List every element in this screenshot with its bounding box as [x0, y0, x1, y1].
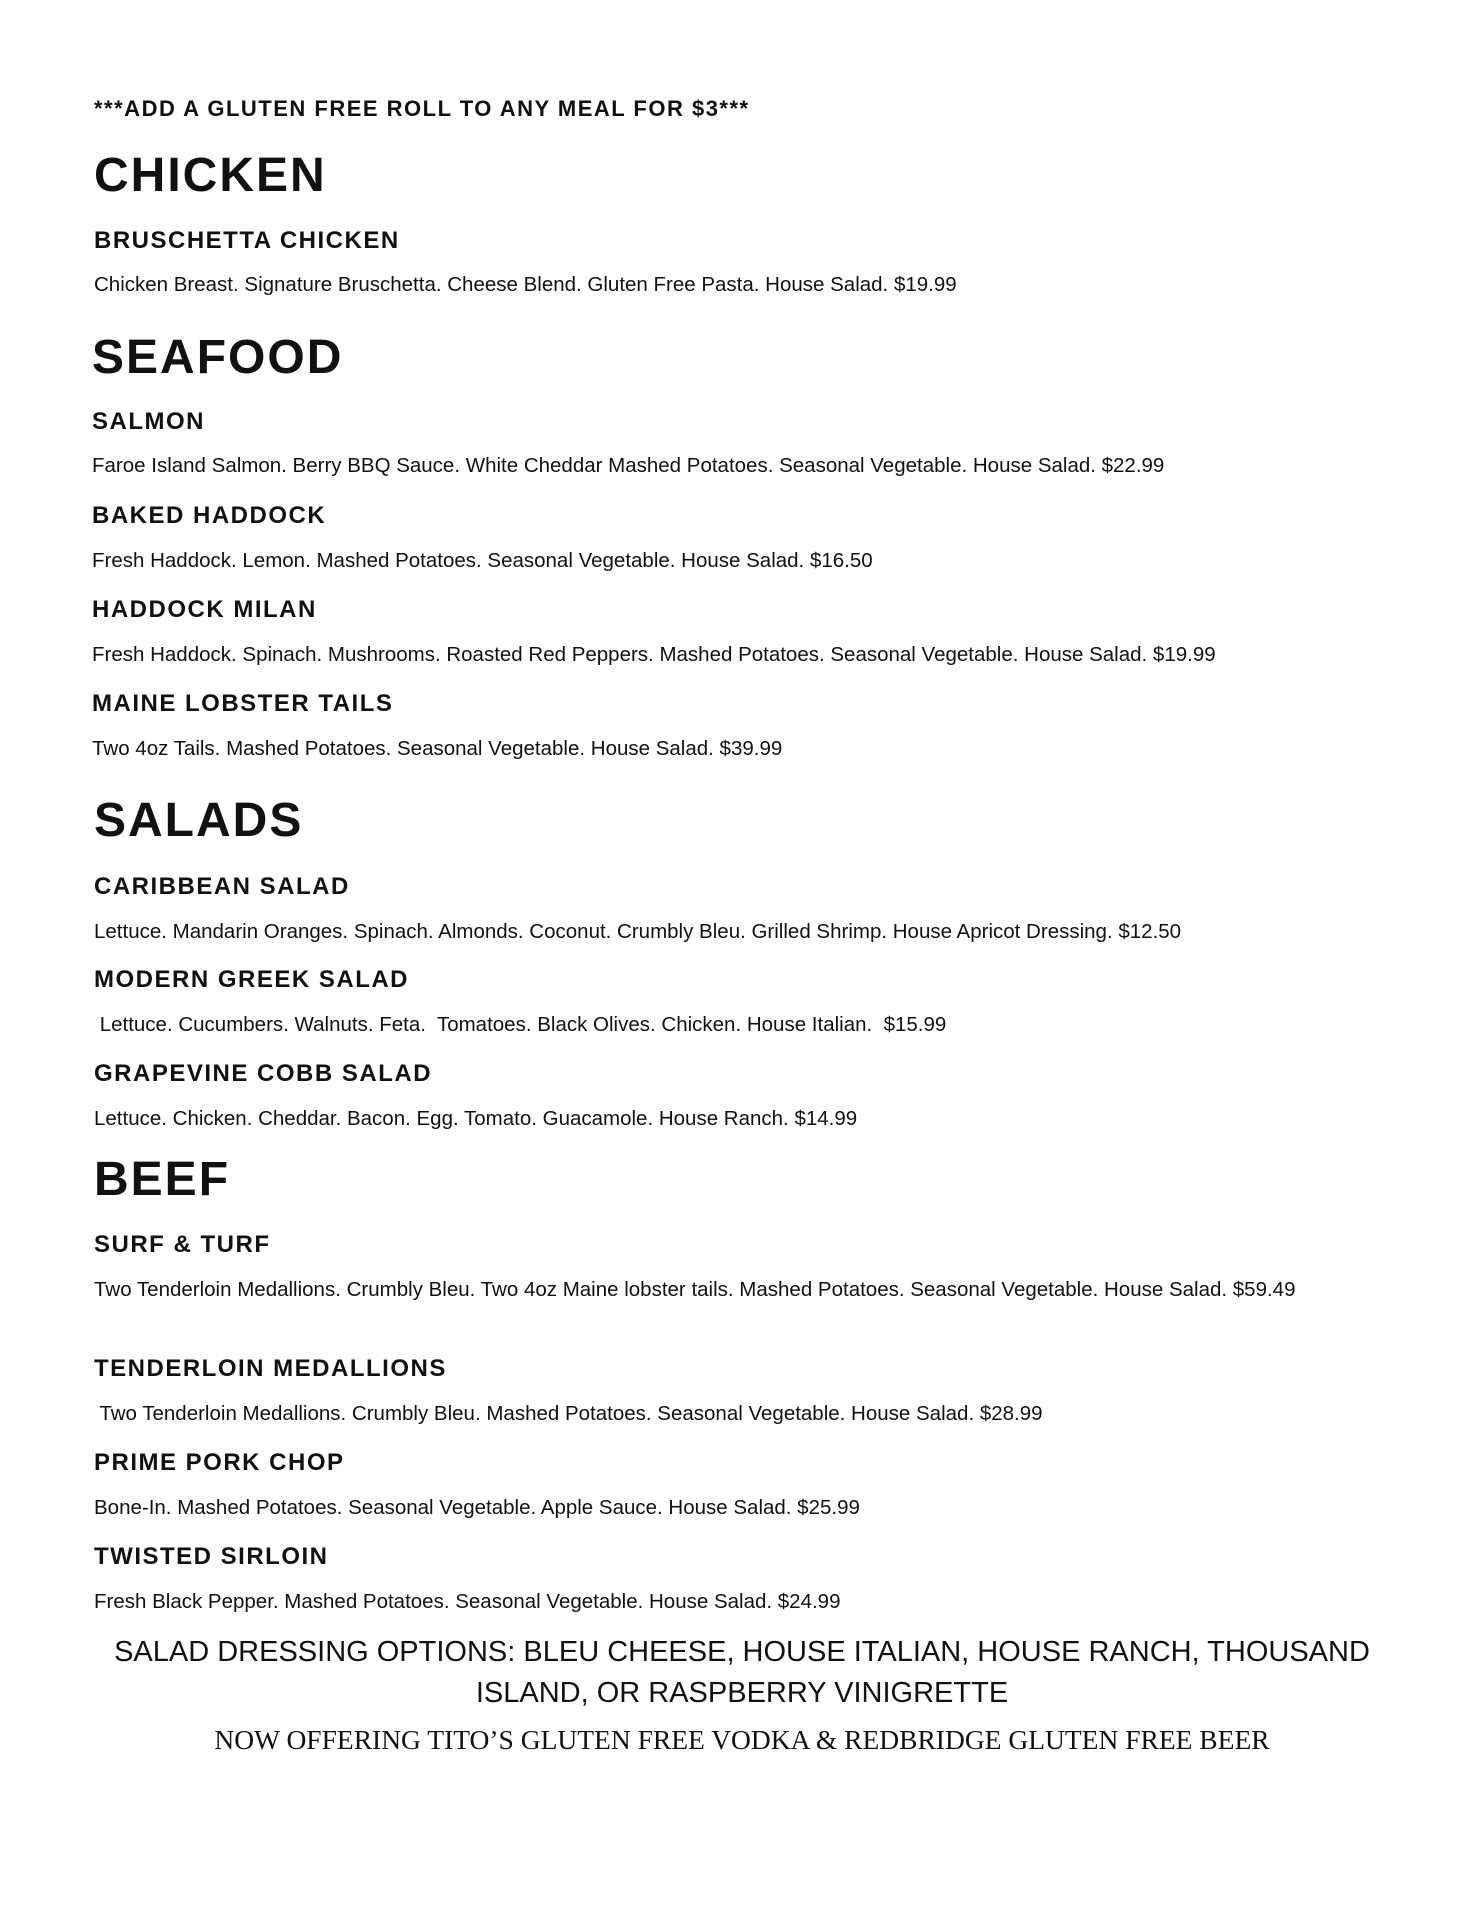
item-name-modern-greek-salad: MODERN GREEK SALAD — [94, 966, 410, 993]
section-title-salads: SALADS — [94, 794, 304, 847]
item-name-bruschetta-chicken: BRUSCHETTA CHICKEN — [94, 227, 400, 254]
item-desc-baked-haddock: Fresh Haddock. Lemon. Mashed Potatoes. Seasonal Vegetable. House Salad. $16.50 — [92, 549, 873, 572]
item-desc-surf-and-turf: Two Tenderloin Medallions. Crumbly Bleu. Two 4oz Maine lobster tails. Mashed Potatoes. Seasonal Vegetable. House Salad. $59.49 — [94, 1278, 1296, 1301]
item-name-twisted-sirloin: TWISTED SIRLOIN — [94, 1543, 329, 1570]
item-desc-grapevine-cobb-salad: Lettuce. Chicken. Cheddar. Bacon. Egg. Tomato. Guacamole. House Ranch. $14.99 — [94, 1107, 858, 1130]
salad-dressing-options: SALAD DRESSING OPTIONS: BLEU CHEESE, HOUSE ITALIAN, HOUSE RANCH, THOUSAND ISLAND, OR RASPBERRY VINIGRETTE — [114, 1636, 1370, 1709]
item-name-prime-pork-chop: PRIME PORK CHOP — [94, 1449, 345, 1476]
section-title-beef: BEEF — [94, 1153, 231, 1206]
item-name-salmon: SALMON — [92, 408, 205, 435]
gluten-free-beverage-notice: NOW OFFERING TITO’S GLUTEN FREE VODKA & REDBRIDGE GLUTEN FREE BEER — [214, 1724, 1270, 1755]
section-title-chicken: CHICKEN — [94, 149, 327, 202]
item-desc-modern-greek-salad: Lettuce. Cucumbers. Walnuts. Feta. Tomatoes. Black Olives. Chicken. House Italian. $15.99 — [94, 1013, 947, 1036]
item-desc-salmon: Faroe Island Salmon. Berry BBQ Sauce. White Cheddar Mashed Potatoes. Seasonal Vegetable. House Salad. $22.99 — [92, 454, 1165, 477]
item-desc-prime-pork-chop: Bone-In. Mashed Potatoes. Seasonal Vegetable. Apple Sauce. House Salad. $25.99 — [94, 1496, 860, 1519]
item-name-surf-and-turf: SURF & TURF — [94, 1231, 271, 1258]
item-desc-caribbean-salad: Lettuce. Mandarin Oranges. Spinach. Almonds. Coconut. Crumbly Bleu. Grilled Shrimp. House Apricot Dressing. $12.50 — [94, 920, 1182, 943]
item-desc-twisted-sirloin: Fresh Black Pepper. Mashed Potatoes. Seasonal Vegetable. House Salad. $24.99 — [94, 1590, 841, 1613]
item-desc-haddock-milan: Fresh Haddock. Spinach. Mushrooms. Roasted Red Peppers. Mashed Potatoes. Seasonal Vegetable. House Salad. $19.99 — [92, 643, 1216, 666]
item-desc-maine-lobster-tails: Two 4oz Tails. Mashed Potatoes. Seasonal Vegetable. House Salad. $39.99 — [92, 737, 783, 760]
item-name-grapevine-cobb-salad: GRAPEVINE COBB SALAD — [94, 1060, 433, 1087]
item-desc-bruschetta-chicken: Chicken Breast. Signature Bruschetta. Cheese Blend. Gluten Free Pasta. House Salad. $19.99 — [94, 273, 957, 296]
item-name-baked-haddock: BAKED HADDOCK — [92, 502, 327, 529]
section-title-seafood: SEAFOOD — [92, 331, 344, 384]
item-name-haddock-milan: HADDOCK MILAN — [92, 596, 317, 623]
gluten-free-roll-notice: ***ADD A GLUTEN FREE ROLL TO ANY MEAL FOR $3*** — [94, 96, 750, 121]
item-name-caribbean-salad: CARIBBEAN SALAD — [94, 873, 350, 900]
item-name-maine-lobster-tails: MAINE LOBSTER TAILS — [92, 690, 394, 717]
item-desc-tenderloin-medallions: Two Tenderloin Medallions. Crumbly Bleu. Mashed Potatoes. Seasonal Vegetable. House Salad. $28.99 — [94, 1402, 1043, 1425]
item-name-tenderloin-medallions: TENDERLOIN MEDALLIONS — [94, 1355, 447, 1382]
